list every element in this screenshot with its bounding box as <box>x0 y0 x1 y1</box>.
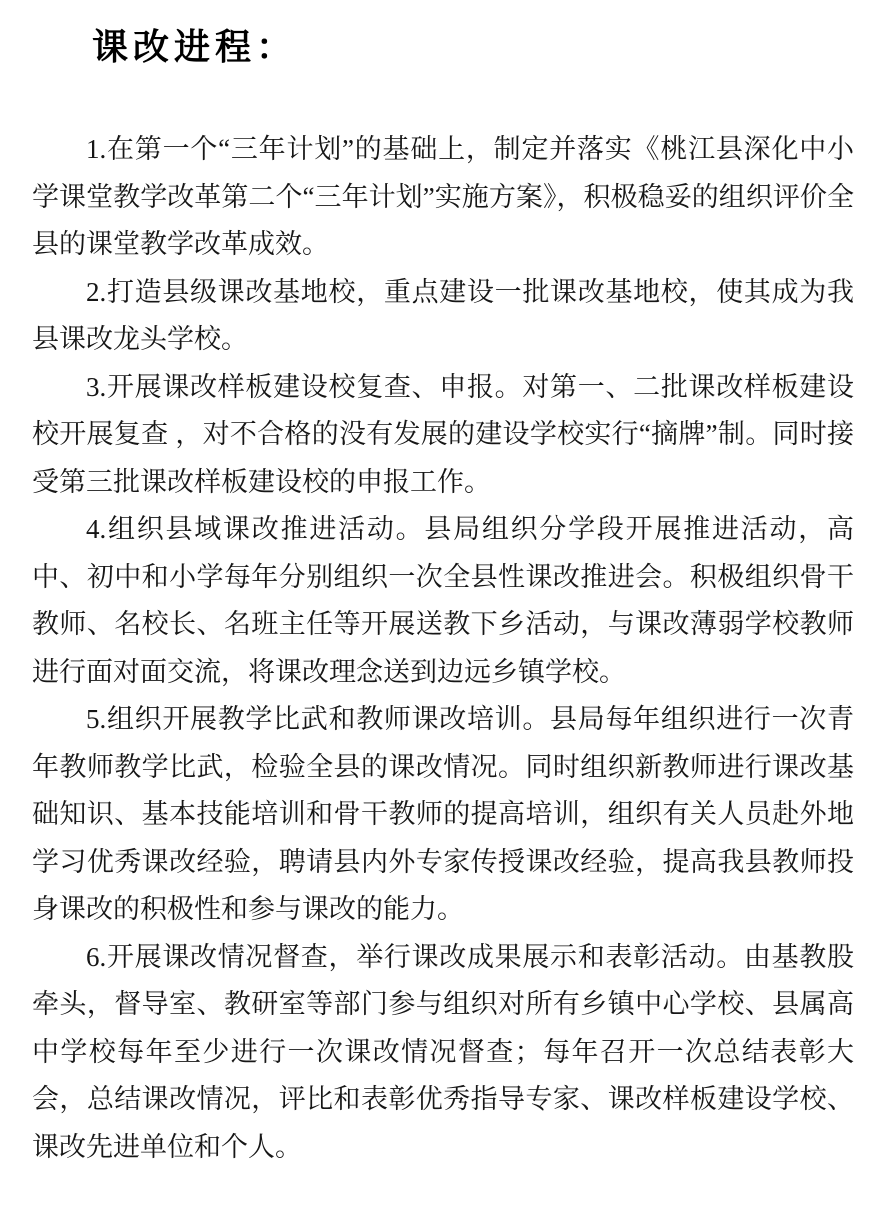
page-title: 课改进程： <box>92 27 298 67</box>
paragraph-5: 5.组织开展教学比武和教师课改培训。县局每年组织进行一次青年教师教学比武，检验全县的课改情况。同时组织新教师进行课改基础知识、基本技能培训和骨干教师的提高培训，组织有关人员赴外地学习优秀课改经验，聘请县内外专家传授课改经验，提高我县教师投身课改的积极性和参与课改的能力。 <box>32 704 854 924</box>
paragraph-6: 6.开展课改情况督查，举行课改成果展示和表彰活动。由基教股牵头，督导室、教研室等部门参与组织对所有乡镇中心学校、县属高中学校每年至少进行一次课改情况督查；每年召开一次总结表彰大会，总结课改情况，评比和表彰优秀指导专家、课改样板建设学校、课改先进单位和个人。 <box>32 941 854 1162</box>
paragraph-3: 3.开展课改样板建设校复查、申报。对第一、二批课改样板建设校开展复查 ，对不合格的没有发展的建设学校实行“摘牌”制。同时接受第三批课改样板建设校的申报工作。 <box>32 371 854 497</box>
paragraph-1: 1.在第一个“三年计划”的基础上，制定并落实《桃江县深化中小学课堂教学改革第二个“三年计划”实施方案》，积极稳妥的组织评价全县的课堂教学改革成效。 <box>32 134 854 259</box>
paragraph-2: 2.打造县级课改基地校，重点建设一批课改基地校，使其成为我县课改龙头学校。 <box>32 276 854 354</box>
paragraph-4: 4.组织县域课改推进活动。县局组织分学段开展推进活动，高中、初中和小学每年分别组织一次全县性课改推进会。积极组织骨干教师、名校长、名班主任等开展送教下乡活动，与课改薄弱学校教师进行面对面交流，将课改理念送到边远乡镇学校。 <box>32 514 854 687</box>
document-body <box>32 126 854 1171</box>
